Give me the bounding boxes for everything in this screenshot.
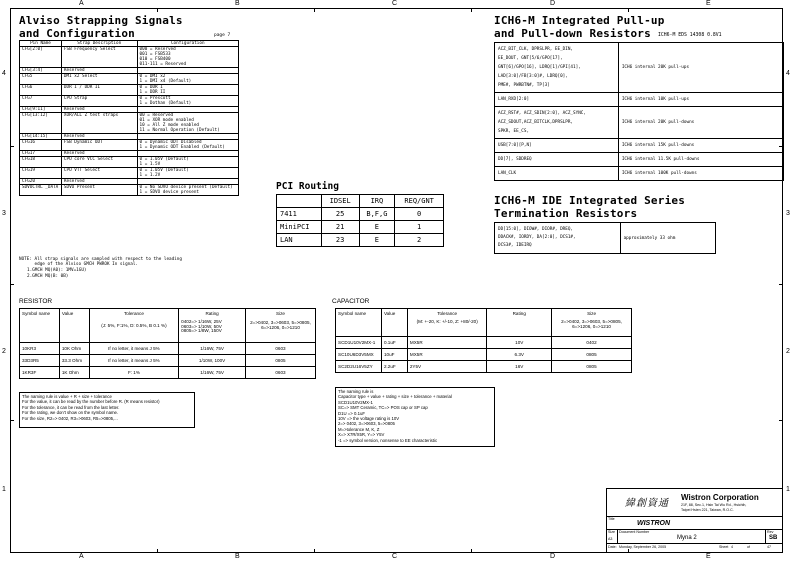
strap-header-pin: Pin Name [20, 41, 62, 47]
ruler-tick [779, 284, 783, 285]
strap-cfg: 0 = Prescott 1 = Dothan (Default) [137, 96, 238, 107]
strap-row [20, 96, 239, 107]
ruler-tick [471, 549, 472, 553]
strap-note-3: 2.GMCH MQ(B: 0B) [27, 274, 69, 279]
ich-row [495, 93, 784, 107]
resistor-header-row [20, 309, 316, 343]
resistor-header-value: Value [59, 309, 89, 343]
size-value: A3 [608, 537, 613, 541]
ruler-num-4-right: 4 [786, 70, 790, 77]
capacitor-note-line: Capacitor type + value + rating + size + tolerance + material [338, 394, 452, 400]
pci-row [277, 221, 444, 234]
strap-pin: SDVOCTRL _DATA [20, 185, 62, 196]
ide-title: ICH6-M IDE Integrated Series [494, 194, 686, 207]
strap-pin: CFG18 [20, 157, 62, 168]
ide-row [495, 223, 716, 254]
resistor-header-rating [179, 309, 246, 343]
ich-resistor: ICH6 internal 15K pull-downs [618, 139, 783, 153]
strap-cfg: 0 = DDR I 1 = DDR II [137, 85, 238, 96]
strap-pin: CFG19 [20, 168, 62, 179]
strap-row [20, 47, 239, 68]
ruler-tick [314, 549, 315, 553]
rev-label: Rev [767, 530, 774, 534]
ruler-tick [157, 8, 158, 12]
strap-title: Alviso Strapping Signals [19, 14, 183, 27]
strap-cfg: 0 = Dynamic ODT Disabled 1 = Dynamic ODT Enabled (Default) [137, 140, 238, 151]
resistor-header-tolerance-sub: (J: 5%, F:1%, D: 0.5%, B 0.1 %) [101, 323, 167, 328]
capacitor-note-line: M=>tolerance M, K, Z [338, 426, 380, 432]
strap-pin: CFG6 [20, 85, 62, 96]
ich-resistor: ICH6 internal 100K pull-downs [618, 167, 783, 181]
rev-value: SB [769, 535, 778, 541]
strap-desc: Reserved [61, 107, 137, 113]
strap-desc: Reserved [61, 151, 137, 157]
ich-resistor: ICH6 internal 10K pull-ups [618, 93, 783, 107]
resistor-header-size-sub: 2=>0402, 3=>0603, 5=>0805, 6=>1206, 0=>1210 [250, 320, 311, 330]
pci-row [277, 234, 444, 247]
resistor-header-size-title: Size [276, 311, 285, 316]
strap-desc: DDR I / DDR II [61, 85, 137, 96]
pci-header-irq: IRQ [359, 195, 395, 208]
pci-header-idsel: IDSEL [321, 195, 359, 208]
resistor-note-line: For the size, R2=> 0402, R3=>0603, R5=>0805,... [22, 415, 118, 421]
strap-subtitle: and Configuration [19, 27, 135, 40]
ich-signals: DD[7], SDDREQ [495, 153, 619, 167]
strap-pin: CFG20 [20, 179, 62, 185]
capacitor-note-line: 2=> 0402, 3=>0603, 5=>0805 [338, 421, 395, 427]
ruler-num-3: 3 [2, 210, 6, 217]
ich-signals: LAN_RXD[2:0] [495, 93, 619, 107]
capacitor-cell: SC10U6D3V5MX [336, 349, 382, 361]
ich-signals: USB[7:0][P,N] [495, 139, 619, 153]
strap-desc: FSB Dynamic ODT [61, 140, 137, 151]
capacitor-cell: MX5R [407, 349, 487, 361]
capacitor-cell: 16V [487, 361, 552, 373]
ich-signals: LAN_CLK [495, 167, 619, 181]
capacitor-note-line: The naming rule is [338, 389, 374, 394]
ich-resistor: ICH6 internal 20K pull-downs [618, 107, 783, 139]
strap-cfg: 0 = 1.05V (Default) 1 = 1.2V [137, 168, 238, 179]
strap-pin: CFG[14:15] [20, 134, 62, 140]
capacitor-row [336, 349, 632, 361]
resistor-note-line: For the tolerance, it can be read from the last letter. [22, 404, 120, 410]
ruler-letter-d: D [550, 0, 556, 7]
ich-signals: ACZ_BIT_CLK, DPRSLPR, EE_DIN, EE_DOUT, GNT[5/6/GPO[17], GNT[6]/GPO[16], LDRQ[1]/GPI[41], LAD[3:0]/FB[3:0]#, LDRQ[0], PME#, PWRBTN#, TP[3] [495, 43, 619, 93]
capacitor-note-line: X=> X7R/X5R, Y=> Y5V [338, 432, 385, 438]
ich-resistor: ICH6 internal 11.5K pull-downs [618, 153, 783, 167]
pci-device: 7411 [277, 208, 322, 221]
title-block [606, 488, 783, 553]
pci-cell: B,F,G [359, 208, 395, 221]
resistor-row [20, 343, 316, 355]
pci-cell: 2 [395, 234, 444, 247]
capacitor-cell: 6.3V [487, 349, 552, 361]
strap-header-cfg: Configuration [137, 41, 238, 47]
ide-table [494, 222, 716, 254]
resistor-cell: 33D3R5 [20, 355, 60, 367]
resistor-cell: If no letter, it means J 5% [89, 343, 178, 355]
ruler-num-1: 1 [2, 486, 6, 493]
title-value: WISTRON [637, 520, 671, 527]
resistor-cell: 10KR3 [20, 343, 60, 355]
capacitor-cell: 0805 [552, 349, 632, 361]
ide-resistance: approximately 33 ohm [620, 223, 715, 254]
ich-row [495, 167, 784, 181]
capacitor-cell: 0805 [552, 361, 632, 373]
capacitor-note-line: 10V => the voltage rating is 10V [338, 416, 400, 422]
resistor-header-tolerance [89, 309, 178, 343]
date-value: Monday, September 26, 2005 [619, 545, 667, 549]
strap-page-ref: page 7 [214, 33, 231, 38]
capacitor-header-tolerance-sub: (M: +-20, K: +/-10, Z: +80/-20) [416, 319, 478, 324]
ruler-letter-e-bottom: E [706, 553, 711, 560]
pci-header-row [277, 195, 444, 208]
strap-note-2: 1.GMCH MQ(A0): 1MV=1GU) [27, 268, 87, 273]
strap-desc: FSB Frequency Select [61, 47, 137, 68]
strap-table [19, 40, 239, 196]
resistor-cell: 33.3 Ohm [59, 355, 89, 367]
ruler-tick [314, 8, 315, 12]
pci-cell: 1 [395, 221, 444, 234]
resistor-notes [19, 392, 195, 428]
divider [617, 529, 618, 543]
strap-cfg: 00 = Reserved 01 = XOR mode enabled 10 = All Z mode enabled 11 = Normal Operation (Default) [137, 113, 238, 134]
ich-row [495, 139, 784, 153]
ich-title: ICH6-M Integrated Pull-up [494, 14, 665, 27]
strap-desc: DMI x2 Select [61, 74, 137, 85]
ruler-letter-b-bottom: B [235, 553, 240, 560]
resistor-table [19, 308, 316, 379]
strap-row [20, 74, 239, 85]
divider [607, 516, 782, 517]
strap-row [20, 140, 239, 151]
ruler-num-3-right: 3 [786, 210, 790, 217]
resistor-row [20, 367, 316, 379]
strap-desc: Reserved [61, 179, 137, 185]
ruler-tick [10, 146, 14, 147]
ich-resistor: ICH6 internal 20K pull-ups [618, 43, 783, 93]
ruler-letter-a-bottom: A [79, 553, 84, 560]
ich-signals: ACZ_RST#, ACZ_SDIN[2:0], ACZ_SYNC, ACZ_SDOUT,ACZ_BITCLK,DPRSLPR, SPKR, EE_CS, [495, 107, 619, 139]
company-address-2: Taipei Hsien 221, Taiwan, R.O.C. [681, 508, 734, 512]
divider [765, 529, 766, 543]
ruler-letter-c-bottom: C [392, 553, 398, 560]
sheet-label: Sheet [719, 545, 729, 549]
capacitor-header-rating: Rating [487, 309, 552, 337]
strap-desc: Reserved [61, 134, 137, 140]
divider [607, 543, 782, 544]
size-label: Size [608, 530, 615, 534]
capacitor-table [335, 308, 632, 373]
capacitor-cell: SC2D2U16V5ZY [336, 361, 382, 373]
resistor-cell: 1KR3F [20, 367, 60, 379]
strap-pin: CFG[9:11] [20, 107, 62, 113]
capacitor-header-symbol: Symbol name [336, 309, 382, 337]
strap-pin: CFG[3:4] [20, 68, 62, 74]
ruler-letter-c: C [392, 0, 398, 7]
resistor-row [20, 355, 316, 367]
pci-cell: E [359, 234, 395, 247]
capacitor-note-line: -1 => symbol version, nonsense to EE characteristic [338, 437, 438, 443]
capacitor-notes [335, 387, 495, 447]
capacitor-cell: 10V [487, 337, 552, 349]
pci-row [277, 208, 444, 221]
resistor-cell: 1/16W, 75V [179, 367, 246, 379]
strap-pin: CFG17 [20, 151, 62, 157]
resistor-cell: 1/10W, 100V [179, 355, 246, 367]
strap-desc: CPU VTT Select [61, 168, 137, 179]
capacitor-cell: 0402 [552, 337, 632, 349]
strap-desc: Reserved [61, 68, 137, 74]
of-value: 47 [767, 545, 771, 549]
ruler-letter-b: B [235, 0, 240, 7]
ruler-tick [10, 420, 14, 421]
capacitor-header-value: Value [381, 309, 407, 337]
ich-row [495, 107, 784, 139]
strap-cfg: 0 = No SDVO device present (Default) 1 = SDVO device present [137, 185, 238, 196]
company-name: Wistron Corporation [681, 493, 759, 502]
resistor-cell: 0603 [245, 367, 315, 379]
capacitor-note-line: SCD1U10V2MX-1 [338, 399, 373, 405]
pci-cell: E [359, 221, 395, 234]
resistor-note-line: The naming rule is value + R + size + tolerance [22, 394, 112, 399]
resistor-label: RESISTOR [19, 298, 53, 305]
resistor-cell: If no letter, it means J 5% [89, 355, 178, 367]
strap-cfg: 000 = Reserved 001 = FSB533 010 = FSB400 011-111 = Reserved [137, 47, 238, 68]
ich-eds: ICH6-M EDS 14308 0.8V1 [658, 33, 722, 38]
ruler-letter-e: E [706, 0, 711, 7]
date-label: Date: [608, 545, 617, 549]
strap-pin: CFG5 [20, 74, 62, 85]
capacitor-header-tolerance-title: Tolerance [437, 311, 458, 316]
capacitor-note-line: D1U => 0.1uF [338, 410, 365, 416]
company-address-1: 21F, 88, Sec.1, Hsin Tai Wu Rd., Hsichih, [681, 503, 747, 507]
capacitor-row [336, 361, 632, 373]
resistor-cell: 0805 [245, 355, 315, 367]
capacitor-cell: 2Y5V [407, 361, 487, 373]
strap-pin: CFG16 [20, 140, 62, 151]
strap-row [20, 185, 239, 196]
ruler-letter-d-bottom: D [550, 553, 556, 560]
capacitor-header-size [552, 309, 632, 337]
ruler-num-1-right: 1 [786, 486, 790, 493]
resistor-header-rating-sub: 0402=> 1/16W, 25V 0603=> 1/10W, 50V 0805=> 1/8W, 150V [181, 319, 222, 334]
ruler-tick [10, 284, 14, 285]
resistor-header-tolerance-title: Tolerance [123, 311, 144, 316]
ide-subtitle: Termination Resistors [494, 207, 638, 220]
ruler-num-2-right: 2 [786, 348, 790, 355]
strap-cfg: 0 = 1.05V (Default) 1 = 1.5V [137, 157, 238, 168]
strap-pin: CFG7 [20, 96, 62, 107]
pci-cell: 23 [321, 234, 359, 247]
ruler-num-4: 4 [2, 70, 6, 77]
strap-desc: SDVO Present [61, 185, 137, 196]
capacitor-cell: SCD1U10V2MX-1 [336, 337, 382, 349]
pci-cell: 21 [321, 221, 359, 234]
ich-subtitle: and Pull-down Resistors [494, 27, 651, 40]
ruler-tick [779, 420, 783, 421]
sheet-value: 4 [731, 545, 733, 549]
capacitor-row [336, 337, 632, 349]
resistor-cell: 1/16W, 75V [179, 343, 246, 355]
strap-desc: CPU Strap [61, 96, 137, 107]
capacitor-cell: 10uF [381, 349, 407, 361]
ich-table [494, 42, 784, 181]
ruler-tick [471, 8, 472, 12]
pci-title: PCI Routing [276, 181, 339, 192]
resistor-header-symbol: Symbol name [20, 309, 60, 343]
strap-pin: CFG[2:0] [20, 47, 62, 68]
capacitor-header-size-title: Size [587, 311, 596, 316]
capacitor-note-line: SC=> SMT Ceramic, TC=> POS cap or SP cap [338, 405, 428, 411]
strap-pin: CFG[13:12] [20, 113, 62, 134]
capacitor-cell: 0.1uF [381, 337, 407, 349]
ruler-tick [628, 8, 629, 12]
strap-cfg: 0 = DMI x2 1 = DMI x4 (Default) [137, 74, 238, 85]
strap-note: NOTE: All strap signals are sampled with respect to the leading edge of the Alviso GMCH PWROK In signal. [19, 257, 182, 267]
resistor-cell: 1K Ohm [59, 367, 89, 379]
strap-desc: CPU core VCC Select [61, 157, 137, 168]
strap-row [20, 168, 239, 179]
ich-row [495, 153, 784, 167]
company-chinese-logo: 緯創資通 [625, 498, 669, 509]
pci-header-reqgnt: REQ/GNT [395, 195, 444, 208]
pci-cell: 25 [321, 208, 359, 221]
ruler-num-2: 2 [2, 348, 6, 355]
pci-device: LAN [277, 234, 322, 247]
resistor-note-line: For the value, it can be read by the number before R. (R means resistor) [22, 399, 160, 405]
resistor-header-size [245, 309, 315, 343]
ruler-letter-a: A [79, 0, 84, 7]
strap-header-desc: Strap Description [61, 41, 137, 47]
resistor-note-line: For the rating, we don't show on the symbol name. [22, 410, 119, 416]
capacitor-label: CAPACITOR [332, 298, 370, 305]
capacitor-cell: MX5R [407, 337, 487, 349]
title-label: Title [608, 517, 615, 521]
ruler-tick [157, 549, 158, 553]
pci-header-device [277, 195, 322, 208]
resistor-cell: 0603 [245, 343, 315, 355]
capacitor-cell: 2.2uF [381, 361, 407, 373]
capacitor-header-row [336, 309, 632, 337]
pci-cell: 0 [395, 208, 444, 221]
strap-row [20, 85, 239, 96]
resistor-cell: F: 1% [89, 367, 178, 379]
strap-row [20, 113, 239, 134]
of-label: of [747, 545, 750, 549]
docnum-value: Myna 2 [677, 535, 697, 541]
pci-device: MiniPCI [277, 221, 322, 234]
resistor-header-rating-title: Rating [205, 311, 219, 316]
ich-row [495, 43, 784, 93]
strap-desc: XOR/ALL Z test straps [61, 113, 137, 134]
strap-row [20, 157, 239, 168]
capacitor-header-size-sub: 2=>0402, 3=>0603, 5=>0805, 6=>1206, 0=>1210 [561, 319, 622, 329]
docnum-label: Document Number [619, 530, 650, 534]
pci-table [276, 194, 444, 247]
resistor-cell: 10K Ohm [59, 343, 89, 355]
capacitor-header-tolerance [407, 309, 487, 337]
ide-signals: DD[15:0], DIOW#, DIOR#, DREQ, DDACK#, IORDY, DA[2:0], DCS1#, DCS3#, IDEIRQ [495, 223, 621, 254]
